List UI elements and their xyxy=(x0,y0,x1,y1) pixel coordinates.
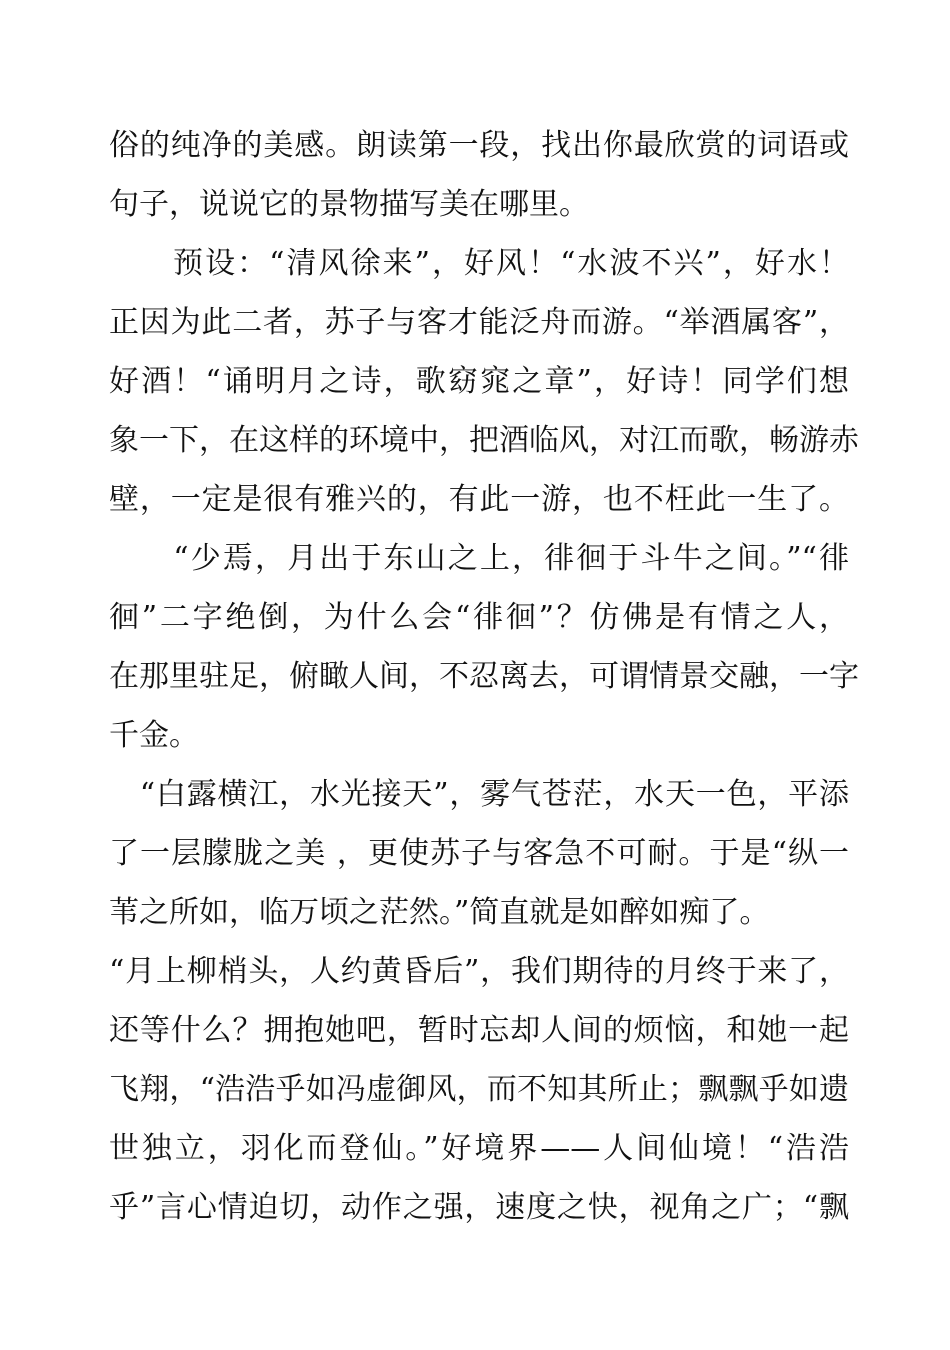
text-line: “少焉，月出于东山之上，徘徊于斗牛之间。”“徘 xyxy=(109,541,849,576)
body-text xyxy=(109,116,859,1237)
text-line: 正因为此二者，苏子与客才能泛舟而游。“举酒属客”， xyxy=(109,305,849,340)
text-line: 世独立，羽化而登仙。”好境界——人间仙境！“浩浩 xyxy=(109,1131,849,1166)
text-line: 还等什么？拥抱她吧，暂时忘却人间的烦恼，和她一起 xyxy=(109,1013,849,1048)
text-line: 俗的纯净的美感。朗读第一段，找出你最欣赏的词语或 xyxy=(109,128,849,163)
text-line: “月上柳梢头，人约黄昏后”，我们期待的月终于来了， xyxy=(109,954,849,989)
text-line: 象一下，在这样的环境中，把酒临风，对江而歌，畅游赤 xyxy=(109,423,859,458)
text-line: 好酒！“诵明月之诗，歌窈窕之章”，好诗！同学们想 xyxy=(109,364,849,399)
text-line: 飞翔，“浩浩乎如冯虚御风，而不知其所止；飘飘乎如遗 xyxy=(109,1072,849,1107)
text-line: 壁，一定是很有雅兴的，有此一游，也不枉此一生了。 xyxy=(109,482,849,517)
text-line: 了一层朦胧之美 ，更使苏子与客急不可耐。于是“纵一 xyxy=(109,836,849,871)
text-line: 千金。 xyxy=(109,718,199,753)
text-line: 乎”言心情迫切，动作之强，速度之快，视角之广；“飘 xyxy=(109,1190,849,1225)
text-line: 句子，说说它的景物描写美在哪里。 xyxy=(109,187,589,222)
text-line: 预设：“清风徐来”，好风！“水波不兴”，好水！ xyxy=(109,246,849,281)
text-line: 徊”二字绝倒，为什么会“徘徊”？仿佛是有情之人， xyxy=(109,600,849,635)
text-line: 苇之所如，临万顷之茫然。”简直就是如醉如痴了。 xyxy=(109,895,770,930)
text-line: “白露横江，水光接天”，雾气苍茫，水天一色，平添 xyxy=(109,777,849,812)
text-line: 在那里驻足，俯瞰人间，不忍离去，可谓情景交融，一字 xyxy=(109,659,859,694)
